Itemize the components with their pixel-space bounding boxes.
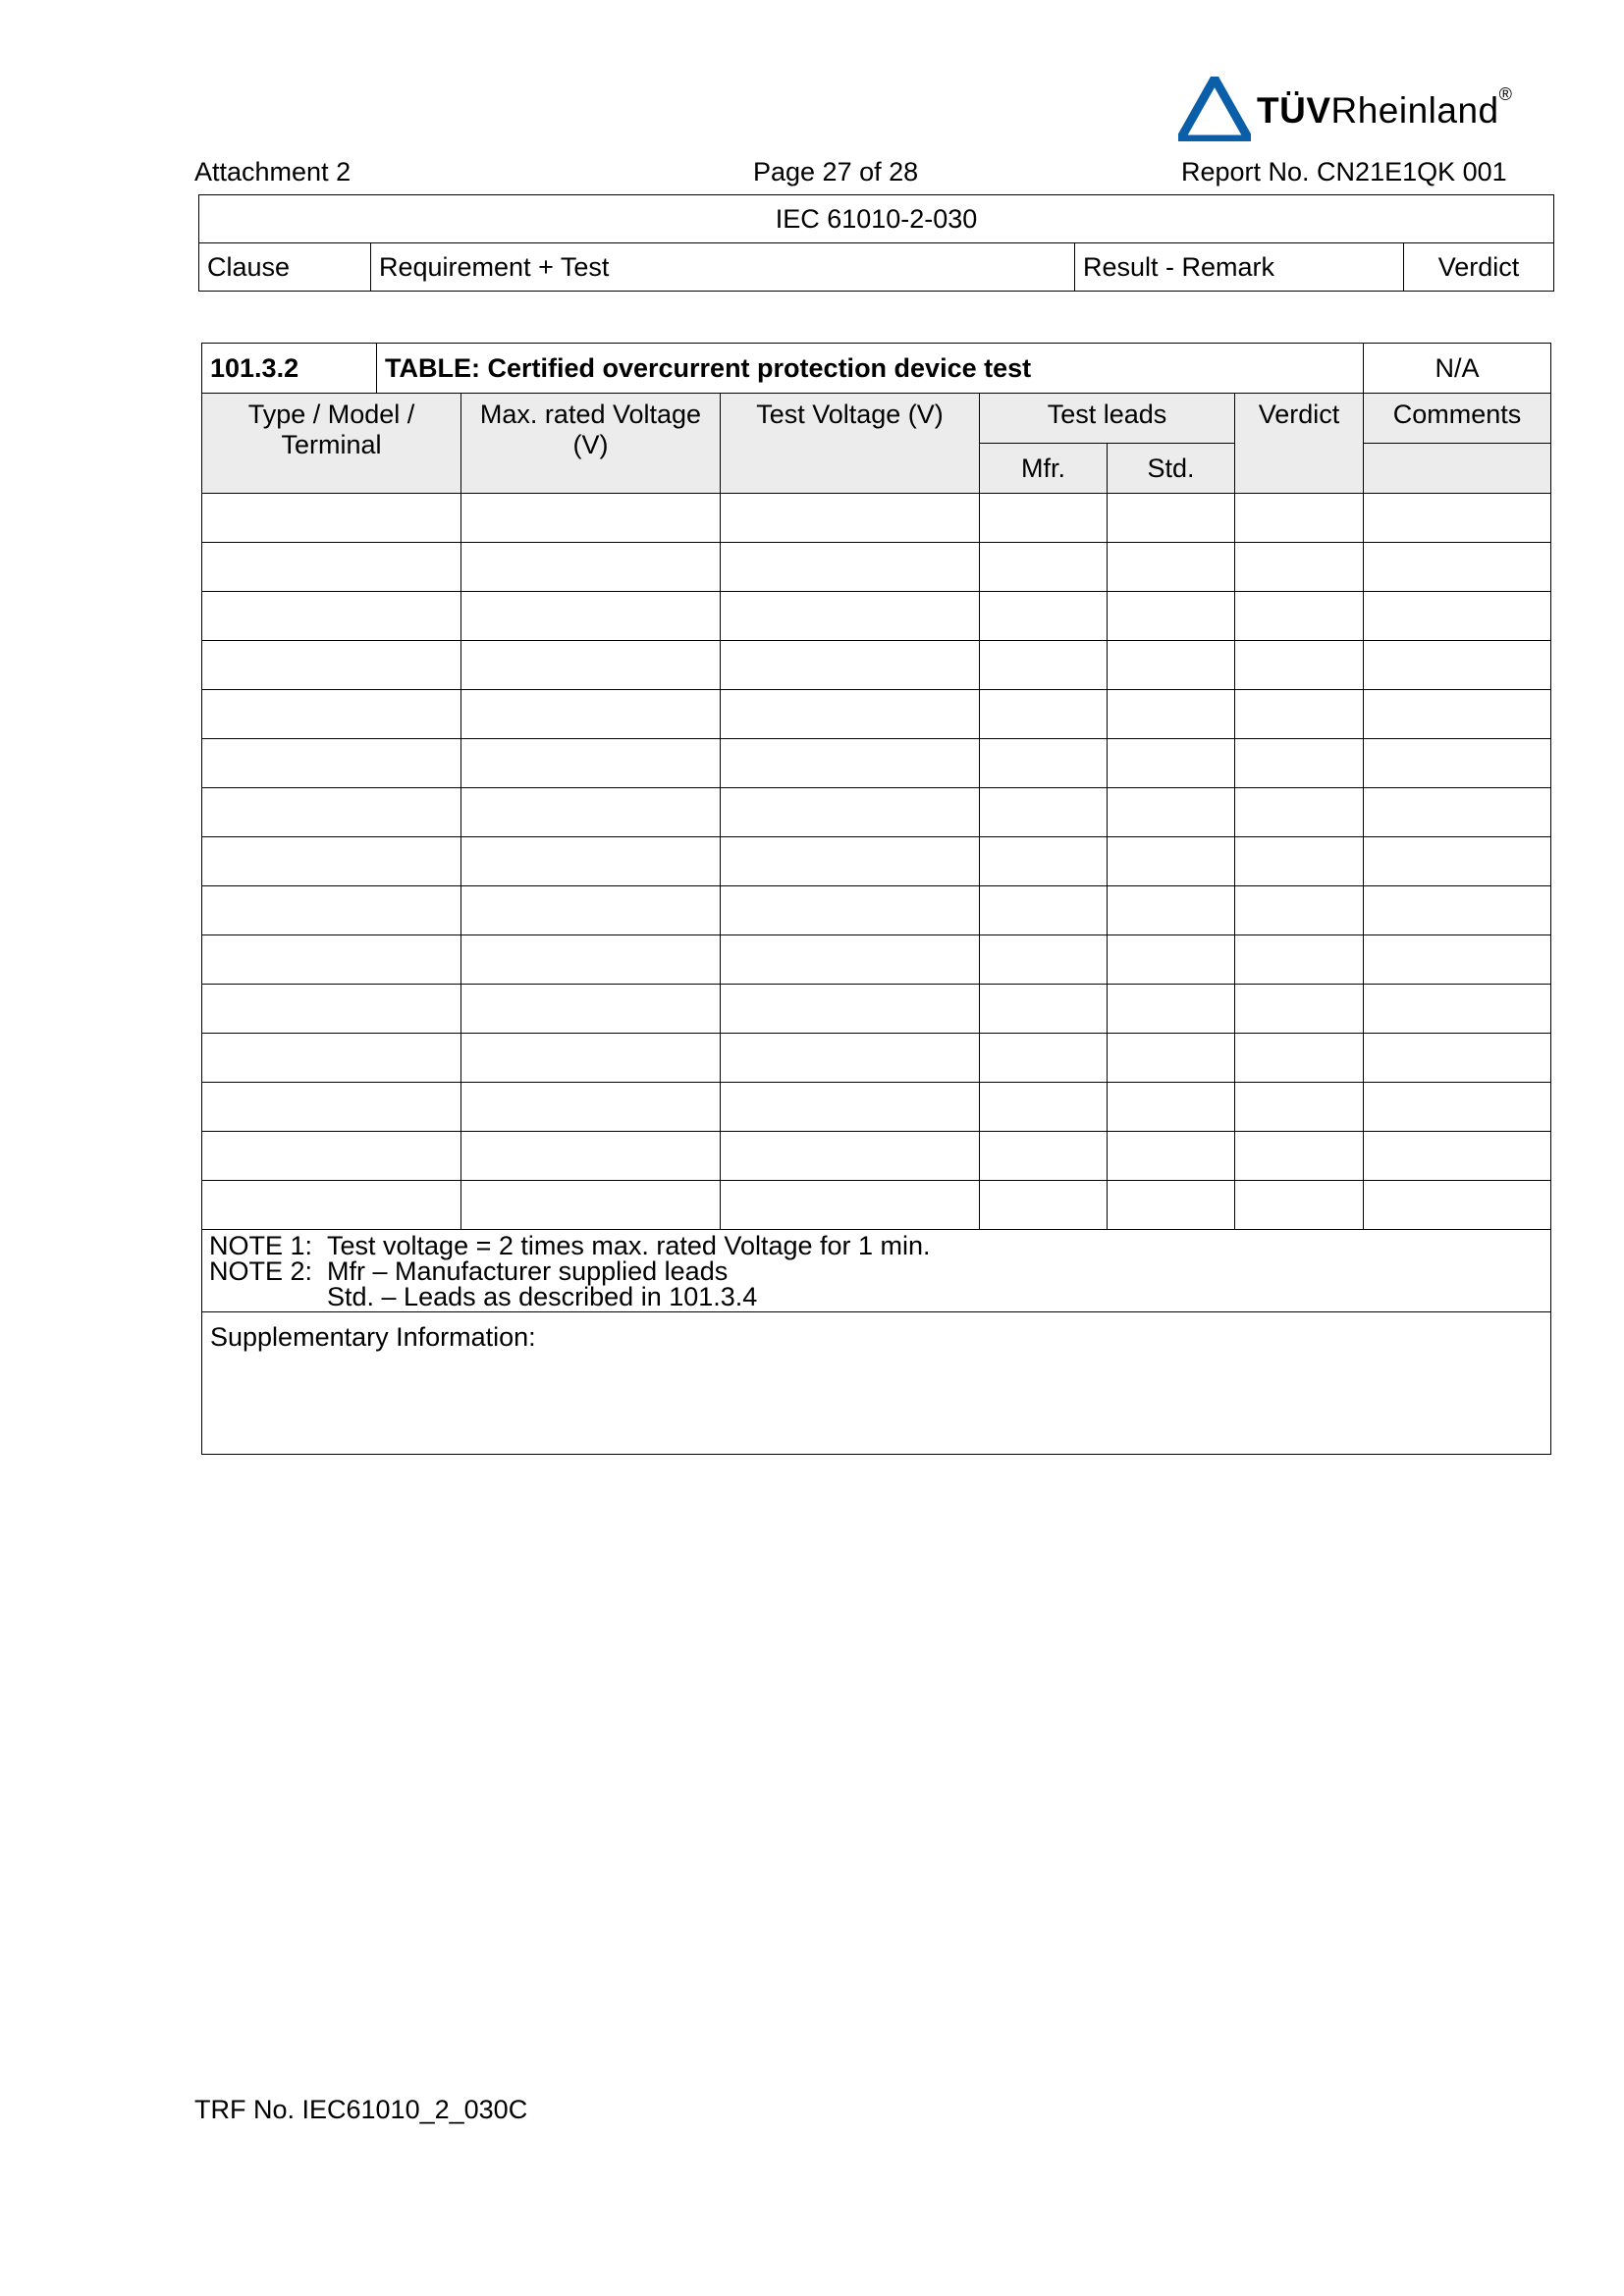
cell-mfr — [980, 543, 1108, 592]
cell-type-model-terminal — [202, 1132, 461, 1181]
cell-mfr — [980, 494, 1108, 543]
cell-std — [1108, 641, 1235, 690]
cell-comments — [1364, 1083, 1551, 1132]
cell-std — [1108, 494, 1235, 543]
table-row — [202, 1132, 1551, 1181]
cell-verdict — [1235, 788, 1364, 837]
cell-mfr — [980, 1034, 1108, 1083]
cell-max-rated-voltage — [461, 494, 721, 543]
cell-max-rated-voltage — [461, 592, 721, 641]
table-row — [202, 592, 1551, 641]
cell-verdict — [1235, 985, 1364, 1034]
cell-type-model-terminal — [202, 690, 461, 739]
cell-mfr — [980, 1083, 1108, 1132]
column-header-clause: Clause — [199, 243, 371, 292]
cell-test-voltage — [721, 592, 980, 641]
note-3 — [209, 1284, 1543, 1309]
cell-comments — [1364, 788, 1551, 837]
cell-std — [1108, 935, 1235, 985]
page-number: Page 27 of 28 — [753, 157, 919, 187]
table-title: TABLE: Certified overcurrent protection device test — [377, 344, 1364, 394]
cell-test-voltage — [721, 837, 980, 886]
attachment-label: Attachment 2 — [194, 157, 352, 187]
cell-verdict — [1235, 592, 1364, 641]
note-1-label: NOTE 1: — [209, 1231, 313, 1260]
cell-std — [1108, 1181, 1235, 1230]
table-row — [202, 641, 1551, 690]
cell-max-rated-voltage — [461, 690, 721, 739]
header-std: Std. — [1108, 444, 1235, 494]
cell-max-rated-voltage — [461, 886, 721, 935]
cell-verdict — [1235, 494, 1364, 543]
cell-std — [1108, 543, 1235, 592]
cell-test-voltage — [721, 1181, 980, 1230]
table-row — [202, 494, 1551, 543]
cell-type-model-terminal — [202, 935, 461, 985]
cell-max-rated-voltage — [461, 543, 721, 592]
column-header-requirement: Requirement + Test — [371, 243, 1075, 292]
cell-verdict — [1235, 886, 1364, 935]
cell-comments — [1364, 592, 1551, 641]
cell-comments — [1364, 886, 1551, 935]
supplementary-information: Supplementary Information: — [202, 1312, 1551, 1455]
cell-verdict — [1235, 1181, 1364, 1230]
cell-mfr — [980, 935, 1108, 985]
registered-mark: ® — [1498, 84, 1513, 104]
cell-max-rated-voltage — [461, 788, 721, 837]
cell-std — [1108, 788, 1235, 837]
cell-comments — [1364, 690, 1551, 739]
cell-std — [1108, 1132, 1235, 1181]
cell-type-model-terminal — [202, 494, 461, 543]
cell-type-model-terminal — [202, 837, 461, 886]
column-header-verdict: Verdict — [1404, 243, 1554, 292]
cell-std — [1108, 690, 1235, 739]
header-max-rated-voltage: Max. rated Voltage (V) — [461, 394, 721, 494]
cell-max-rated-voltage — [461, 1034, 721, 1083]
table-row — [202, 1083, 1551, 1132]
cell-type-model-terminal — [202, 985, 461, 1034]
cell-comments — [1364, 837, 1551, 886]
cell-verdict — [1235, 690, 1364, 739]
logo-wordmark — [1257, 84, 1513, 132]
header-mfr: Mfr. — [980, 444, 1108, 494]
cell-max-rated-voltage — [461, 935, 721, 985]
cell-mfr — [980, 837, 1108, 886]
cell-mfr — [980, 788, 1108, 837]
table-row — [202, 788, 1551, 837]
cell-verdict — [1235, 1132, 1364, 1181]
cell-comments — [1364, 494, 1551, 543]
cell-mfr — [980, 690, 1108, 739]
cell-mfr — [980, 1132, 1108, 1181]
cell-type-model-terminal — [202, 739, 461, 788]
cell-test-voltage — [721, 985, 980, 1034]
cell-comments — [1364, 641, 1551, 690]
table-row — [202, 837, 1551, 886]
cell-test-voltage — [721, 1132, 980, 1181]
cell-type-model-terminal — [202, 788, 461, 837]
cell-comments — [1364, 985, 1551, 1034]
note-2 — [209, 1258, 1543, 1284]
cell-max-rated-voltage — [461, 1132, 721, 1181]
header-type-model-terminal: Type / Model / Terminal — [202, 394, 461, 494]
cell-max-rated-voltage — [461, 1181, 721, 1230]
logo-brand-regular: Rheinland — [1330, 90, 1499, 131]
cell-verdict — [1235, 543, 1364, 592]
cell-mfr — [980, 739, 1108, 788]
table-row — [202, 1181, 1551, 1230]
cell-mfr — [980, 1181, 1108, 1230]
note-2-text: Mfr – Manufacturer supplied leads — [327, 1256, 729, 1286]
cell-type-model-terminal — [202, 641, 461, 690]
cell-verdict — [1235, 837, 1364, 886]
cell-max-rated-voltage — [461, 837, 721, 886]
cell-std — [1108, 1083, 1235, 1132]
cell-type-model-terminal — [202, 592, 461, 641]
table-clause: 101.3.2 — [202, 344, 377, 394]
report-number: Report No. CN21E1QK 001 — [1181, 157, 1507, 187]
cell-test-voltage — [721, 1083, 980, 1132]
note-3-text: Std. – Leads as described in 101.3.4 — [327, 1282, 758, 1311]
note-2-label: NOTE 2: — [209, 1256, 313, 1286]
note-3-label — [209, 1284, 327, 1309]
cell-verdict — [1235, 739, 1364, 788]
cell-std — [1108, 985, 1235, 1034]
cell-mfr — [980, 592, 1108, 641]
table-row — [202, 935, 1551, 985]
cell-comments — [1364, 1034, 1551, 1083]
overcurrent-test-table — [201, 343, 1551, 1455]
cell-type-model-terminal — [202, 886, 461, 935]
triangle-logo-icon — [1178, 77, 1251, 141]
table-row — [202, 739, 1551, 788]
table-row — [202, 886, 1551, 935]
cell-verdict — [1235, 1034, 1364, 1083]
cell-comments — [1364, 1181, 1551, 1230]
table-row — [202, 1034, 1551, 1083]
cell-test-voltage — [721, 935, 980, 985]
cell-mfr — [980, 985, 1108, 1034]
table-row — [202, 690, 1551, 739]
cell-comments — [1364, 739, 1551, 788]
table-row — [202, 543, 1551, 592]
trf-number: TRF No. IEC61010_2_030C — [194, 2095, 528, 2124]
cell-test-voltage — [721, 543, 980, 592]
cell-max-rated-voltage — [461, 641, 721, 690]
cell-verdict — [1235, 641, 1364, 690]
tuv-rheinland-logo — [1178, 77, 1532, 145]
cell-type-model-terminal — [202, 1034, 461, 1083]
table-body — [202, 494, 1551, 1230]
cell-type-model-terminal — [202, 543, 461, 592]
cell-max-rated-voltage — [461, 739, 721, 788]
header-test-voltage: Test Voltage (V) — [721, 394, 980, 494]
cell-std — [1108, 1034, 1235, 1083]
cell-std — [1108, 837, 1235, 886]
cell-comments — [1364, 935, 1551, 985]
header-verdict: Verdict — [1235, 394, 1364, 494]
cell-mfr — [980, 641, 1108, 690]
cell-test-voltage — [721, 1034, 980, 1083]
column-header-result: Result - Remark — [1075, 243, 1404, 292]
cell-test-voltage — [721, 886, 980, 935]
cell-std — [1108, 592, 1235, 641]
cell-test-voltage — [721, 494, 980, 543]
cell-comments — [1364, 543, 1551, 592]
cell-comments — [1364, 1132, 1551, 1181]
note-1 — [209, 1233, 1543, 1258]
cell-test-voltage — [721, 739, 980, 788]
table-verdict: N/A — [1364, 344, 1551, 394]
cell-test-voltage — [721, 788, 980, 837]
cell-type-model-terminal — [202, 1083, 461, 1132]
table-row — [202, 985, 1551, 1034]
cell-test-voltage — [721, 690, 980, 739]
logo-brand-bold: TÜV — [1257, 90, 1331, 131]
cell-verdict — [1235, 1083, 1364, 1132]
cell-std — [1108, 739, 1235, 788]
note-1-text: Test voltage = 2 times max. rated Voltage for 1 min. — [327, 1231, 931, 1260]
header-comments: Comments — [1364, 394, 1551, 444]
cell-max-rated-voltage — [461, 1083, 721, 1132]
table-notes — [202, 1230, 1551, 1312]
cell-verdict — [1235, 935, 1364, 985]
cell-test-voltage — [721, 641, 980, 690]
cell-max-rated-voltage — [461, 985, 721, 1034]
header-test-leads: Test leads — [980, 394, 1235, 444]
report-header-table — [198, 194, 1554, 292]
header-comments-sub — [1364, 444, 1551, 494]
cell-type-model-terminal — [202, 1181, 461, 1230]
standard-name: IEC 61010-2-030 — [199, 195, 1554, 243]
cell-mfr — [980, 886, 1108, 935]
cell-std — [1108, 886, 1235, 935]
